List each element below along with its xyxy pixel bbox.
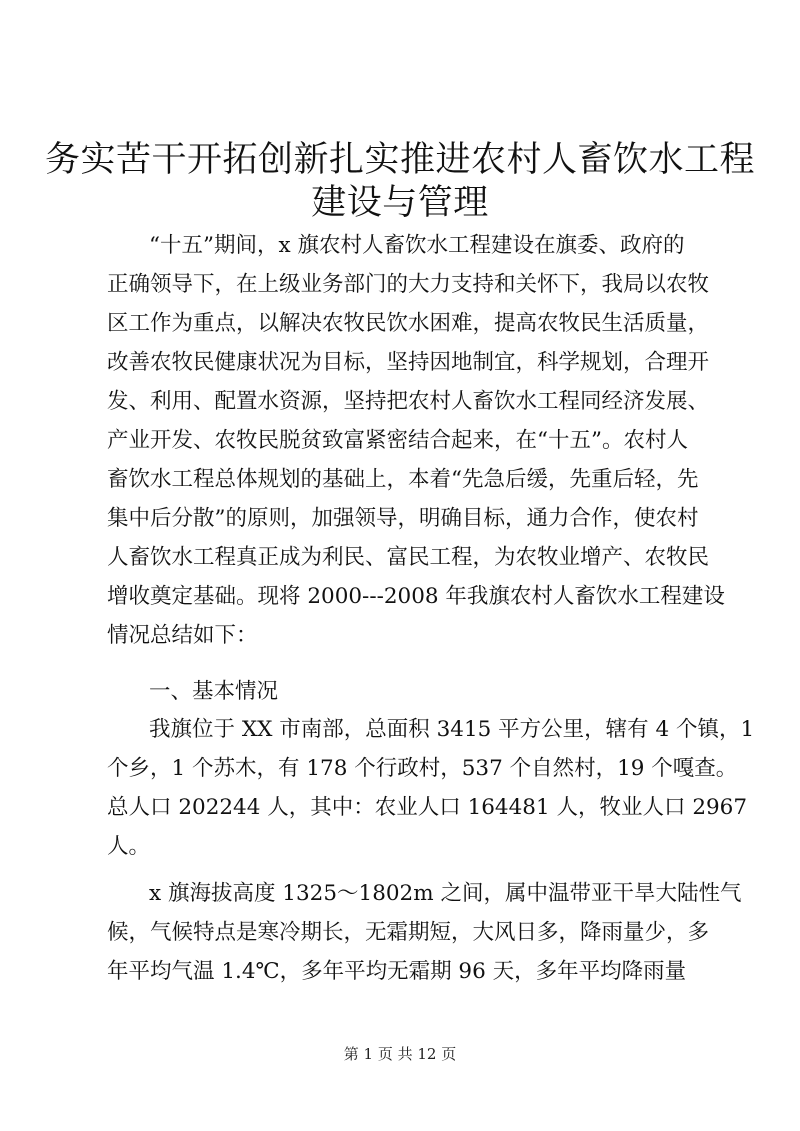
body-line: 个乡，1 个苏木，有 178 个行政村，537 个自然村，19 个嘎查。 [107, 756, 738, 781]
body-line: 改善农牧民健康状况为目标，坚持因地制宜，科学规划，合理开 [107, 350, 710, 375]
body-line: 发、利用、配置水资源，坚持把农村人畜饮水工程同经济发展、 [107, 389, 710, 414]
body-line: 人畜饮水工程真正成为利民、富民工程，为农牧业增产、农牧民 [107, 545, 710, 570]
body-line: 畜饮水工程总体规划的基础上，本着“先急后缓，先重后轻，先 [107, 467, 699, 492]
body-line: 人。 [107, 834, 151, 859]
title-line-2: 建设与管理 [311, 183, 489, 223]
body-line: 集中后分散”的原则，加强领导，明确目标，通力合作，使农村 [107, 506, 699, 531]
body-line: 我旗位于 XX 市南部，总面积 3415 平方公里，辖有 4 个镇，1 [149, 717, 755, 742]
body-line: 情况总结如下： [107, 623, 258, 648]
title-line-1: 务实苦干开拓创新扎实推进农村人畜饮水工程 [44, 140, 755, 180]
body-line: 候，气候特点是寒冷期长，无霜期短，大风日多，降雨量少，多 [107, 920, 710, 945]
body-line: 正确领导下，在上级业务部门的大力支持和关怀下，我局以农牧 [107, 272, 710, 297]
body-line: “十五”期间，x 旗农村人畜饮水工程建设在旗委、政府的 [149, 233, 685, 258]
body-line: 年平均气温 1.4℃，多年平均无霜期 96 天，多年平均降雨量 [107, 959, 687, 984]
body-line: x 旗海拔高度 1325～1802m 之间，属中温带亚干旱大陆性气 [149, 881, 742, 906]
body-line: 增收奠定基础。现将 2000---2008 年我旗农村人畜饮水工程建设 [107, 584, 725, 609]
page-footer: 第 1 页 共 12 页 [343, 1045, 457, 1063]
section-heading: 一、基本情况 [149, 679, 279, 704]
body-line: 产业开发、农牧民脱贫致富紧密结合起来，在“十五”。农村人 [107, 428, 688, 453]
body-line: 区工作为重点，以解决农牧民饮水困难，提高农牧民生活质量， [107, 311, 710, 336]
body-line: 总人口 202244 人，其中：农业人口 164481 人，牧业人口 2967 [107, 795, 748, 820]
